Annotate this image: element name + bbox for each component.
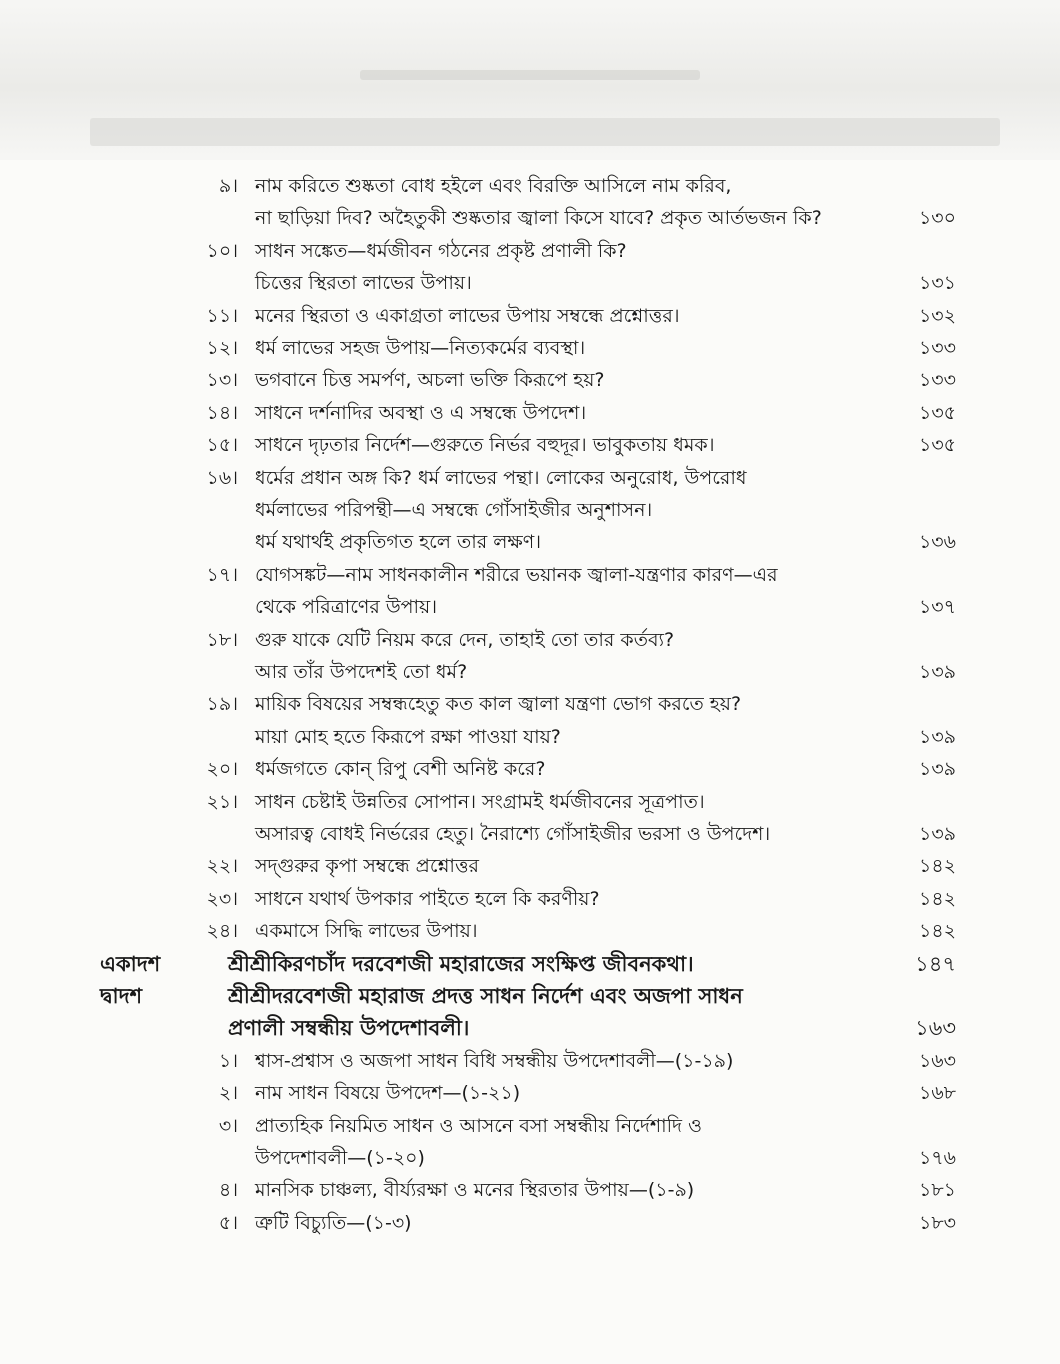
toc-line xyxy=(0,753,1060,785)
page-number: ১৩৯ xyxy=(918,758,956,781)
chapter-label: একাদশ xyxy=(100,951,161,976)
entry-title: ধর্ম লাভের সহজ উপায়—নিত্যকর্মের ব্যবস্থা। xyxy=(255,337,586,359)
toc-line xyxy=(0,1077,1060,1109)
entry-title: ধর্ম যথার্থই প্রকৃতিগত হলে তার লক্ষণ। xyxy=(255,531,542,554)
page-number: ১৪২ xyxy=(918,920,956,943)
toc-line xyxy=(0,624,1060,656)
page-number: ১৩৯ xyxy=(918,823,956,845)
entry-title: ধর্মলাভের পরিপন্থী—এ সম্বন্ধে গোঁসাইজীর অনুশাসন। xyxy=(255,499,653,521)
toc-line xyxy=(0,429,1060,461)
entry-title: না ছাড়িয়া দিব? অহৈতুকী শুষ্কতার জ্বালা কিসে যাবে? প্রকৃত আর্তভজন কি? xyxy=(255,207,822,230)
page-number: ১৩৩ xyxy=(918,337,956,359)
entry-title: সদ্গুরুর কৃপা সম্বন্ধে প্রশ্নোত্তর xyxy=(255,855,479,878)
entry-title: আর তাঁর উপদেশই তো ধর্ম? xyxy=(255,661,468,683)
toc-line xyxy=(0,818,1060,850)
entry-number: ১৭। xyxy=(206,563,238,586)
toc-line xyxy=(0,267,1060,299)
page-number: ১৪২ xyxy=(918,887,956,910)
page-number: ১৮৩ xyxy=(918,1211,956,1234)
toc-line xyxy=(0,1012,1060,1044)
page-number: ১৬৮ xyxy=(918,1082,956,1105)
toc-line xyxy=(0,1207,1060,1239)
entry-title: একমাসে সিদ্ধি লাভের উপায়। xyxy=(255,920,478,943)
entry-title: মায়া মোহ হতে কিরূপে রক্ষা পাওয়া যায়? xyxy=(255,725,561,748)
entry-number: ৯। xyxy=(218,175,238,197)
entry-number: ২২। xyxy=(206,855,238,878)
entry-title: ধর্মের প্রধান অঙ্গ কি? ধর্ম লাভের পন্থা। লোকের অনুরোধ, উপরোধ xyxy=(255,466,747,489)
entry-title: মনের স্থিরতা ও একাগ্রতা লাভের উপায় সম্বন্ধে প্রশ্নোত্তর। xyxy=(255,304,680,327)
toc-line xyxy=(0,850,1060,882)
toc-line xyxy=(0,1110,1060,1142)
entry-title: শ্বাস-প্রশ্বাস ও অজপা সাধন বিধি সম্বন্ধীয় উপদেশাবলী—(১-১৯) xyxy=(255,1049,734,1072)
toc-line xyxy=(0,1142,1060,1174)
entry-title: নাম সাধন বিষয়ে উপদেশ—(১-২১) xyxy=(255,1082,521,1105)
page-number: ১৩৫ xyxy=(918,401,956,424)
entry-number: ১৫। xyxy=(206,434,238,457)
entry-number: ২১। xyxy=(206,790,238,813)
page-number: ১৬৩ xyxy=(918,1049,956,1072)
entry-title: প্রণালী সম্বন্ধীয় উপদেশাবলী। xyxy=(228,1016,470,1041)
entry-number: ১৪। xyxy=(206,401,238,424)
toc-line xyxy=(0,559,1060,591)
entry-title: শ্রীশ্রীদরবেশজী মহারাজ প্রদত্ত সাধন নির্দেশ এবং অজপা সাধন xyxy=(228,984,743,1008)
page-number: ১৩৯ xyxy=(918,725,956,748)
toc-line xyxy=(0,202,1060,234)
toc-line xyxy=(0,235,1060,267)
toc-line xyxy=(0,915,1060,947)
page-number: ১৬৩ xyxy=(915,1016,956,1041)
toc-line xyxy=(0,980,1060,1012)
toc-line xyxy=(0,494,1060,526)
toc-line xyxy=(0,526,1060,558)
toc-line xyxy=(0,462,1060,494)
entry-title: ত্রুটি বিচ্যুতি—(১-৩) xyxy=(255,1211,412,1234)
page-number: ১৩২ xyxy=(918,304,956,327)
toc-line xyxy=(0,332,1060,364)
entry-number: ১৩। xyxy=(206,369,238,392)
entry-title: ধর্মজগতে কোন্ রিপু বেশী অনিষ্ট করে? xyxy=(255,758,546,781)
entry-number: ১৬। xyxy=(206,466,238,489)
page-number: ১৩৫ xyxy=(918,434,956,457)
chapter-label: দ্বাদশ xyxy=(100,984,143,1008)
toc-line xyxy=(0,948,1060,980)
entry-number: ২৩। xyxy=(206,887,238,910)
toc-line xyxy=(0,721,1060,753)
page-number: ১৩৭ xyxy=(918,596,956,619)
page-number: ১৩৩ xyxy=(918,369,956,392)
entry-number: ১২। xyxy=(206,337,238,359)
entry-title: মানসিক চাঞ্চল্য, বীর্য্যরক্ষা ও মনের স্থিরতার উপায়—(১-৯) xyxy=(255,1179,695,1202)
entry-title: সাধনে দৃঢ়তার নির্দেশ—গুরুতে নির্ভর বহুদূর। ভাবুকতায় ধমক। xyxy=(255,434,715,457)
toc-line xyxy=(0,883,1060,915)
entry-title: মায়িক বিষয়ের সম্বন্ধহেতু কত কাল জ্বালা যন্ত্রণা ভোগ করতে হয়? xyxy=(255,693,742,716)
page-number: ১৮১ xyxy=(919,1179,956,1202)
page-number: ১৩১ xyxy=(918,272,956,295)
page-number: ১৩৯ xyxy=(918,661,956,683)
entry-number: ১৮। xyxy=(206,628,238,651)
toc-line xyxy=(0,397,1060,429)
toc-line xyxy=(0,1174,1060,1206)
toc-line xyxy=(0,1045,1060,1077)
entry-number: ৩। xyxy=(218,1114,238,1137)
entry-number: ১০। xyxy=(206,239,238,262)
entry-title: শ্রীশ্রীকিরণচাঁদ দরবেশজী মহারাজের সংক্ষিপ্ত জীবনকথা। xyxy=(228,951,694,976)
toc-line xyxy=(0,170,1060,202)
entry-title: যোগসঙ্কট—নাম সাধনকালীন শরীরে ভয়ানক জ্বালা-যন্ত্রণার কারণ—এর xyxy=(255,563,778,586)
entry-number: ২। xyxy=(218,1082,238,1105)
toc-line xyxy=(0,656,1060,688)
entry-title: প্রাত্যহিক নিয়মিত সাধন ও আসনে বসা সম্বন্ধীয় নির্দেশাদি ও xyxy=(255,1114,703,1137)
entry-title: সাধনে দর্শনাদির অবস্থা ও এ সম্বন্ধে উপদেশ। xyxy=(255,401,587,424)
page-number: ১৭৬ xyxy=(918,1147,956,1169)
entry-number: ২৪। xyxy=(206,920,238,943)
toc-line xyxy=(0,364,1060,396)
entry-title: থেকে পরিত্রাণের উপায়। xyxy=(255,596,438,619)
entry-number: ১। xyxy=(218,1049,238,1072)
entry-title: গুরু যাকে যেটি নিয়ম করে দেন, তাহাই তো তার কর্তব্য? xyxy=(255,628,675,651)
entry-title: অসারত্ব বোধই নির্ভরের হেতু। নৈরাশ্যে গোঁসাইজীর ভরসা ও উপদেশ। xyxy=(255,823,771,845)
page-number: ১৩০ xyxy=(918,207,956,230)
entry-title: সাধনে যথার্থ উপকার পাইতে হলে কি করণীয়? xyxy=(255,887,600,910)
entry-number: ৪। xyxy=(218,1179,238,1202)
toc-line xyxy=(0,300,1060,332)
page-number: ১৩৬ xyxy=(918,531,956,554)
entry-number: ২০। xyxy=(206,758,238,781)
entry-number: ৫। xyxy=(218,1211,238,1234)
toc-line xyxy=(0,591,1060,623)
entry-number: ১১। xyxy=(206,304,238,327)
entry-number: ১৯। xyxy=(206,693,238,716)
toc-line xyxy=(0,688,1060,720)
entry-title: চিত্তের স্থিরতা লাভের উপায়। xyxy=(255,272,472,295)
page-number: ১৪৭ xyxy=(915,951,956,976)
entry-title: নাম করিতে শুষ্কতা বোধ হইলে এবং বিরক্তি আসিলে নাম করিব, xyxy=(255,175,732,197)
page-number: ১৪২ xyxy=(918,855,956,878)
entry-title: ভগবানে চিত্ত সমর্পণ, অচলা ভক্তি কিরূপে হয়? xyxy=(255,369,605,392)
entry-title: সাধন চেষ্টাই উন্নতির সোপান। সংগ্রামই ধর্মজীবনের সূত্রপাত। xyxy=(255,790,705,813)
entry-title: উপদেশাবলী—(১-২০) xyxy=(255,1147,425,1169)
toc-line xyxy=(0,786,1060,818)
entry-title: সাধন সঙ্কেত—ধর্মজীবন গঠনের প্রকৃষ্ট প্রণালী কি? xyxy=(255,239,627,262)
